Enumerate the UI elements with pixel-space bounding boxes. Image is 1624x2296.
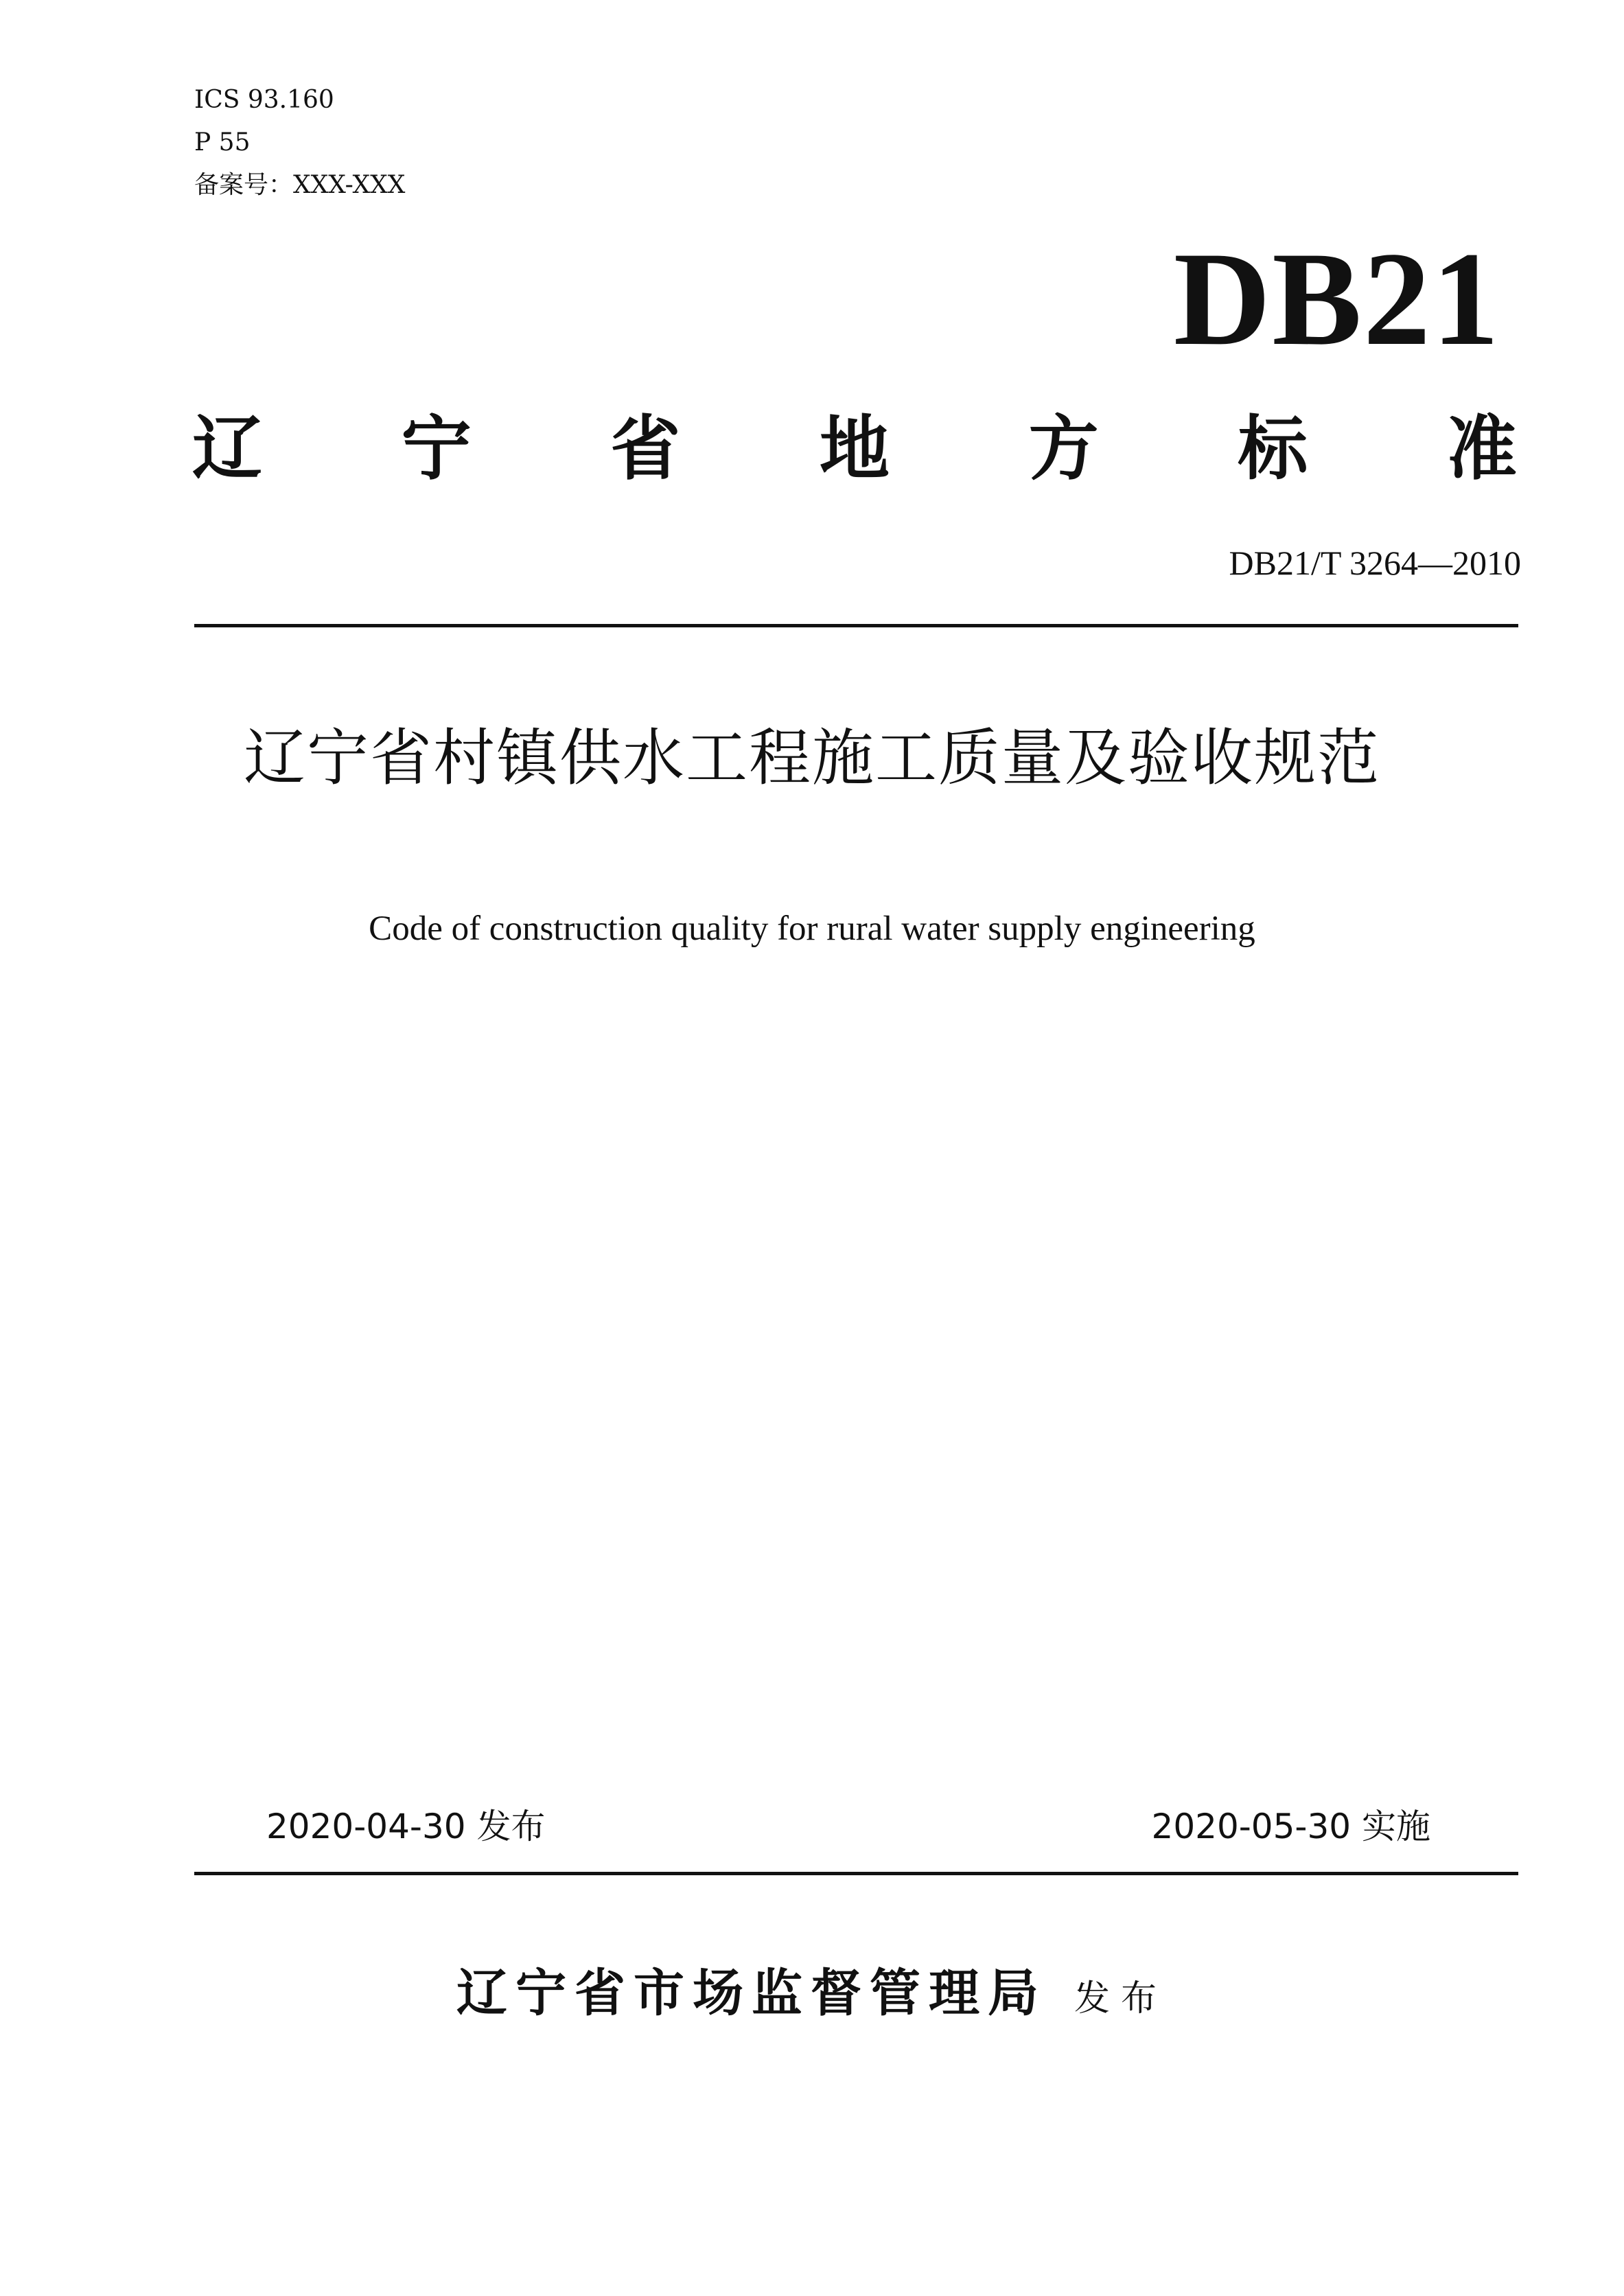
issue-date: 2020-04-30 发布 [266, 1807, 546, 1846]
standard-type-heading [192, 408, 1517, 491]
ics-code: ICS 93.160 [194, 86, 334, 114]
publish-action: 发布 [1074, 1978, 1168, 2019]
standard-type-char: 方 [1028, 408, 1099, 490]
bottom-divider [194, 1872, 1518, 1875]
standard-number: DB21/T 3264—2010 [1229, 544, 1521, 582]
standard-type-char: 标 [1238, 408, 1308, 490]
publisher-line [0, 1960, 1624, 2032]
standard-type-char: 地 [819, 408, 890, 490]
top-divider [194, 624, 1518, 627]
document-title-cn: 辽宁省村镇供水工程施工质量及验收规范 [244, 722, 1380, 794]
record-number: 备案号：XXX-XXX [194, 171, 406, 199]
standard-type-char: 准 [1446, 408, 1517, 490]
publisher-name: 辽宁省市场监督管理局 [456, 1964, 1047, 2023]
category-code: P 55 [194, 128, 251, 156]
document-title-en: Code of construction quality for rural water supply engineering [369, 909, 1255, 948]
standard-type-char: 省 [610, 408, 681, 490]
db-mark: DB21 [1173, 224, 1500, 373]
implementation-date: 2020-05-30 实施 [1151, 1807, 1430, 1846]
standard-type-char: 宁 [401, 408, 472, 490]
standard-type-char: 辽 [192, 408, 262, 490]
